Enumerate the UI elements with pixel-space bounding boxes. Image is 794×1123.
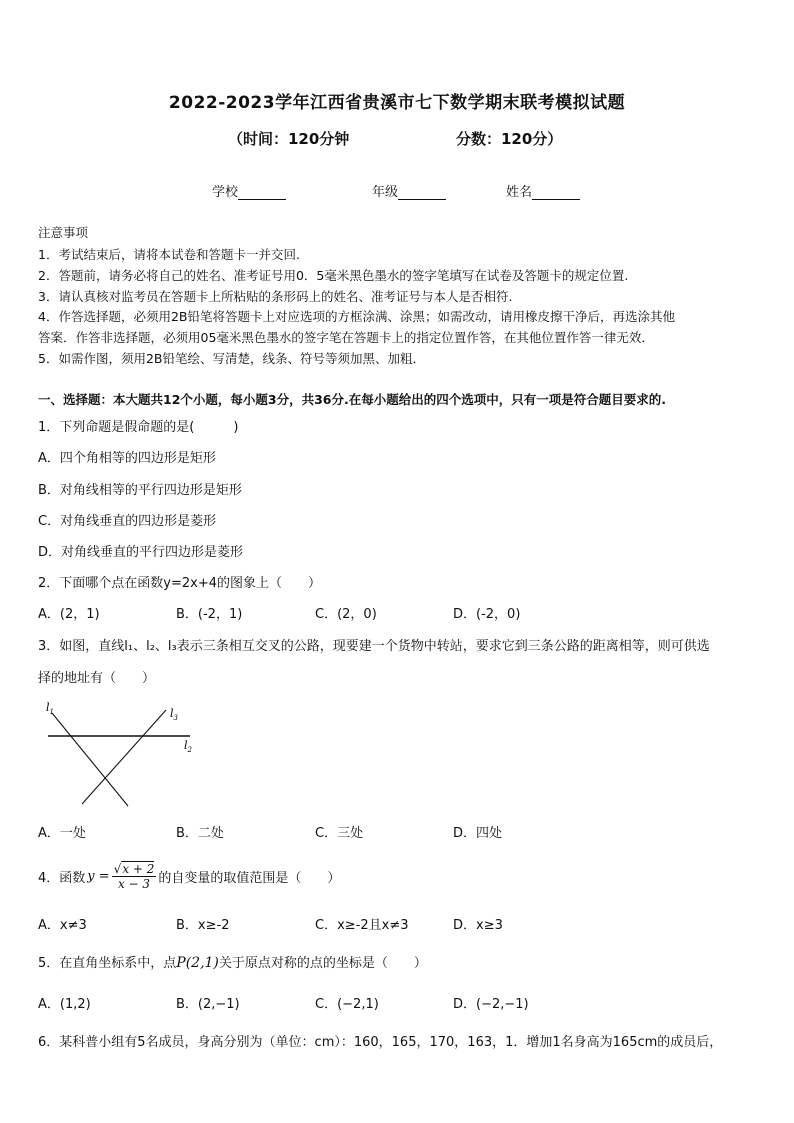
exam-time: （时间：120分钟 bbox=[228, 130, 350, 148]
q4-stem-prefix: 4．函数 bbox=[38, 870, 86, 886]
q3-option-c: C．三处 bbox=[315, 826, 364, 841]
note-item: 5．如需作图，须用2B铅笔绘、写清楚，线条、符号等须加黑、加粗． bbox=[38, 351, 425, 366]
line-l3 bbox=[82, 710, 166, 804]
q3-option-b: B．二处 bbox=[176, 826, 224, 841]
q5-stem-prefix: 5．在直角坐标系中，点 bbox=[38, 956, 177, 971]
label-l3: $l_3$ bbox=[170, 707, 178, 722]
q6-stem: 6．某科普小组有5名成员，身高分别为（单位：cm）：160，165，170，163，1．增加1名身高为165cm的成员后， bbox=[38, 1035, 723, 1050]
q2-option-b: B．(-2，1) bbox=[176, 607, 243, 622]
q4-numerator: √x + 2 bbox=[113, 861, 155, 876]
note-item: 2．答题前，请务必将自己的姓名、准考证号用0．5毫米黑色墨水的签字笔填写在试卷及答题卡的规定位置. bbox=[38, 268, 629, 283]
q4-denominator: x − 3 bbox=[117, 876, 151, 891]
q3-option-a: A．一处 bbox=[38, 826, 86, 841]
q2-option-d: D．(-2，0) bbox=[453, 607, 521, 622]
name-blank bbox=[532, 185, 580, 200]
q1-stem: 1．下列命题是假命题的是( ) bbox=[38, 420, 239, 435]
note-item: 1．考试结束后，请将本试卷和答题卡一并交回. bbox=[38, 247, 300, 262]
line-l1 bbox=[52, 713, 128, 806]
q4-y-eq: y = bbox=[87, 868, 110, 884]
name-label: 姓名 bbox=[506, 185, 533, 200]
grade-field bbox=[372, 181, 446, 200]
q5-stem bbox=[38, 952, 427, 971]
q3-stem-line2: 择的地址有（ ） bbox=[38, 671, 156, 686]
q5-stem-suffix: 关于原点对称的点的坐标是（ ） bbox=[218, 956, 427, 971]
q3-stem-line1: 3．如图，直线l₁、l₂、l₃表示三条相互交叉的公路，现要建一个货物中转站，要求它到三条公路的距离相等，则可供选 bbox=[38, 639, 710, 654]
q2-option-a: A．(2，1) bbox=[38, 607, 100, 622]
notes-heading: 注意事项 bbox=[38, 225, 89, 240]
q1-option-c: C．对角线垂直的四边形是菱形 bbox=[38, 514, 217, 529]
name-field bbox=[506, 181, 580, 200]
q4-option-a: A．x≠3 bbox=[38, 918, 87, 933]
q5-option-c: C．(−2,1) bbox=[315, 997, 379, 1012]
label-l1: $l_1$ bbox=[46, 701, 54, 716]
q5-option-d: D．(−2,−1) bbox=[453, 997, 529, 1012]
page-title: 2022-2023学年江西省贵溪市七下数学期末联考模拟试题 bbox=[168, 93, 626, 113]
q5-option-b: B．(2,−1) bbox=[176, 997, 240, 1012]
note-item: 3．请认真核对监考员在答题卡上所粘贴的条形码上的姓名、准考证号与本人是否相符. bbox=[38, 289, 513, 304]
q4-stem-suffix: 的自变量的取值范围是（ ） bbox=[158, 870, 341, 886]
label-l2: $l_2$ bbox=[184, 739, 192, 754]
q4-option-c: C．x≥-2且x≠3 bbox=[315, 918, 409, 933]
q1-option-b: B．对角线相等的平行四边形是矩形 bbox=[38, 483, 242, 498]
q4-fraction bbox=[112, 862, 157, 891]
exam-score: 分数：120分） bbox=[456, 130, 563, 148]
note-item: 答案．作答非选择题，必须用05毫米黑色墨水的签字笔在答题卡上的指定位置作答，在其他位置作答一律无效． bbox=[38, 330, 654, 345]
grade-blank bbox=[398, 185, 446, 200]
school-field bbox=[212, 181, 286, 200]
q2-stem: 2．下面哪个点在函数y=2x+4的图象上（ ） bbox=[38, 576, 321, 591]
q4-option-b: B．x≥-2 bbox=[176, 918, 230, 933]
section-heading: 一、选择题：本大题共12个小题，每小题3分，共36分.在每小题给出的四个选项中，只有一项是符合题目要求的. bbox=[38, 392, 666, 407]
school-label: 学校 bbox=[212, 185, 239, 200]
grade-label: 年级 bbox=[372, 185, 399, 200]
q4-stem bbox=[38, 856, 340, 896]
q3-option-d: D．四处 bbox=[453, 826, 503, 841]
q3-figure bbox=[38, 698, 208, 810]
q4-option-d: D．x≥3 bbox=[453, 918, 503, 933]
q1-option-d: D．对角线垂直的平行四边形是菱形 bbox=[38, 545, 244, 560]
q5-point: P(2,1) bbox=[176, 955, 219, 971]
school-blank bbox=[238, 185, 286, 200]
q5-option-a: A．(1,2) bbox=[38, 997, 91, 1012]
q2-option-c: C．(2，0) bbox=[315, 607, 377, 622]
q1-option-a: A．四个角相等的四边形是矩形 bbox=[38, 451, 216, 466]
note-item: 4．作答选择题，必须用2B铅笔将答题卡上对应选项的方框涂满、涂黑；如需改动，请用橡皮擦干净后，再选涂其他 bbox=[38, 309, 675, 324]
